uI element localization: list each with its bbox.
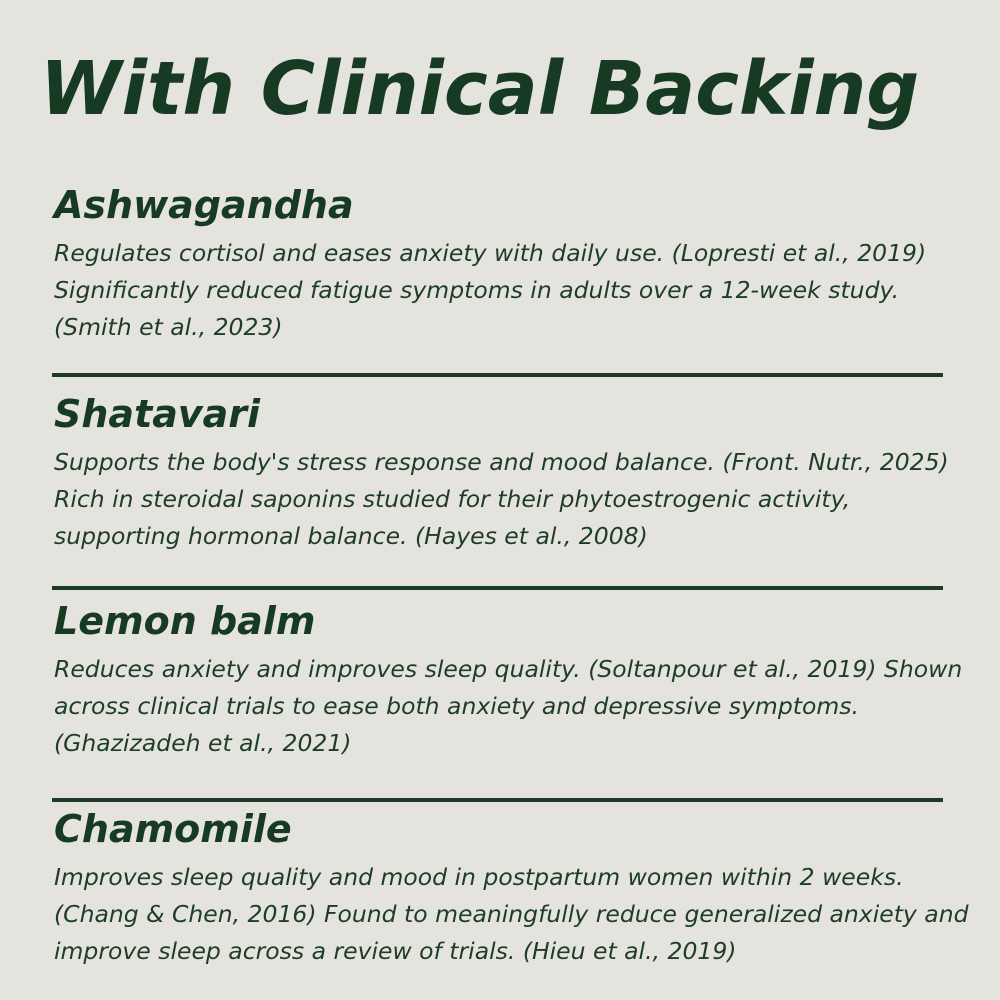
section-heading: Chamomile [54, 807, 292, 851]
section-heading: Ashwagandha [54, 183, 354, 227]
section-chamomile [54, 807, 984, 970]
divider [52, 586, 943, 590]
section-body: Reduces anxiety and improves sleep quality. (Soltanpour et al., 2019) Shown across clinical trials to ease both anxiety and depressive symptoms. (Ghazizadeh et al., 2021) [54, 655, 963, 757]
section-shatavari [54, 392, 984, 555]
divider [52, 373, 943, 377]
section-ashwagandha [54, 183, 984, 346]
section-body: Supports the body's stress response and mood balance. (Front. Nutr., 2025) Rich in steroidal saponins studied for their phytoestrogenic activity, supporting hormonal balance. (Hayes et al., 2008) [54, 448, 949, 550]
page-title: With Clinical Backing [40, 46, 920, 132]
section-body: Improves sleep quality and mood in postpartum women within 2 weeks. (Chang & Chen, 2016) Found to meaningfully reduce generalized anxiety and improve sleep across a review of trials. (Hieu et al., 2019) [54, 863, 969, 965]
section-lemon-balm [54, 599, 984, 762]
section-body: Regulates cortisol and eases anxiety with daily use. (Lopresti et al., 2019) Significantly reduced fatigue symptoms in adults over a 12-week study. (Smith et al., 2023) [54, 239, 927, 341]
divider [52, 798, 943, 802]
section-heading: Shatavari [54, 392, 261, 436]
section-heading: Lemon balm [54, 599, 316, 643]
